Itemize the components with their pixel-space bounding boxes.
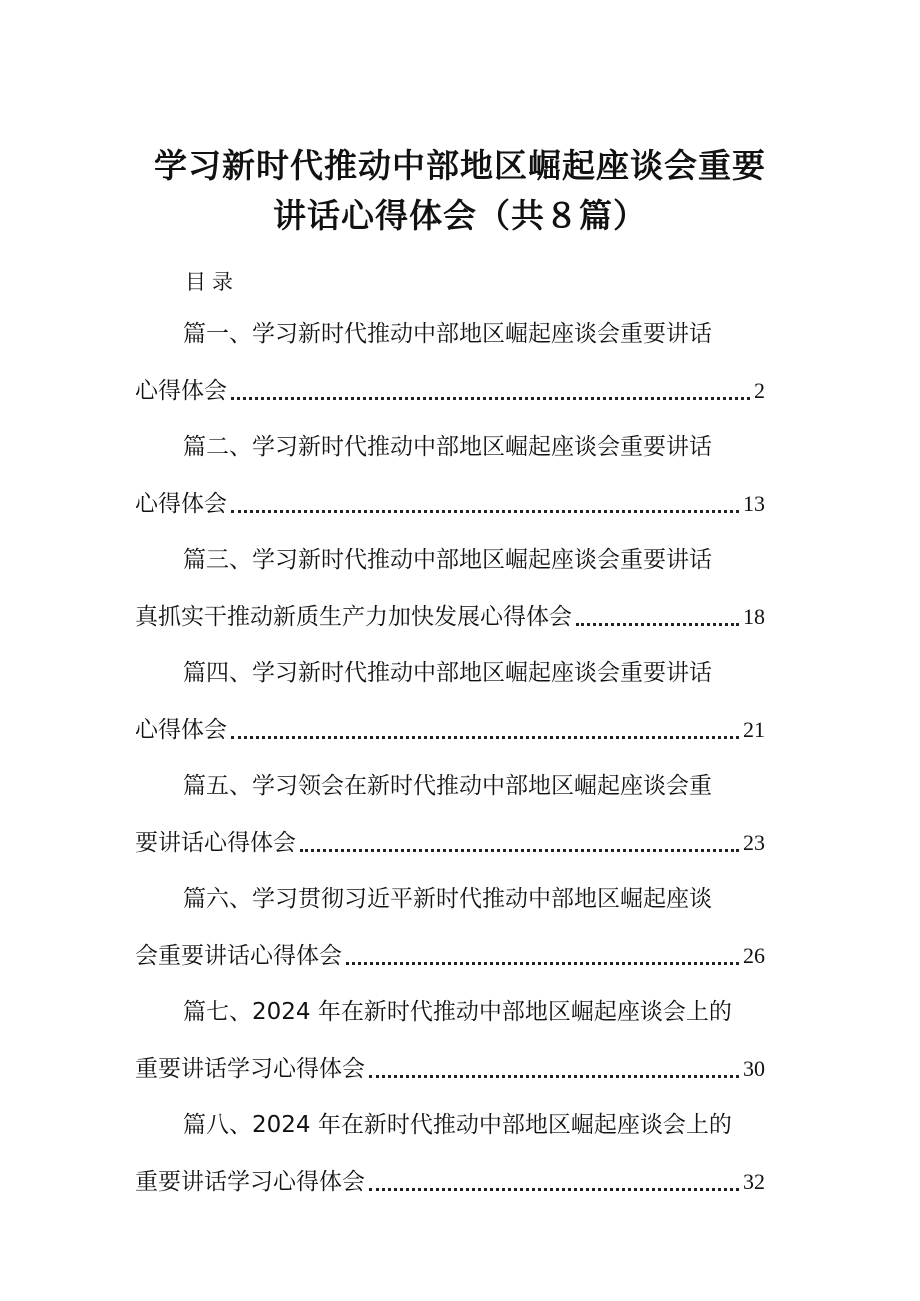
dot-leader xyxy=(300,849,739,852)
toc-entry-page: 23 xyxy=(743,830,765,855)
dot-leader xyxy=(576,623,739,626)
toc-entry-title: 篇五、学习领会在新时代推动中部地区崛起座谈会重 xyxy=(183,773,712,799)
document-title-line-2: 讲话心得体会（共８篇） xyxy=(273,196,647,235)
toc-entry-subtitle: 要讲话心得体会 xyxy=(135,830,296,856)
toc-entry-page: 26 xyxy=(743,943,765,968)
toc-entry-page: 2 xyxy=(754,378,765,403)
toc-entry-subtitle: 心得体会 xyxy=(135,717,227,743)
document-title-line-1: 学习新时代推动中部地区崛起座谈会重要 xyxy=(154,146,766,185)
toc-entry-page: 32 xyxy=(743,1169,765,1194)
toc-entry-title: 篇六、学习贯彻习近平新时代推动中部地区崛起座谈 xyxy=(183,886,712,912)
toc-entry-subtitle: 会重要讲话心得体会 xyxy=(135,943,342,969)
dot-leader xyxy=(346,962,739,965)
toc-entry-subtitle: 重要讲话学习心得体会 xyxy=(135,1169,365,1195)
toc-entry-page: 13 xyxy=(743,491,765,516)
toc-heading: 目录 xyxy=(185,270,239,294)
toc-entry-title: 篇一、学习新时代推动中部地区崛起座谈会重要讲话 xyxy=(183,321,712,347)
toc-entry-subtitle: 心得体会 xyxy=(135,378,227,404)
toc-entry-title: 篇二、学习新时代推动中部地区崛起座谈会重要讲话 xyxy=(183,434,712,460)
toc-entry-row xyxy=(135,828,765,858)
toc-entry-subtitle: 心得体会 xyxy=(135,491,227,517)
dot-leader xyxy=(231,736,739,739)
toc-entry-page: 21 xyxy=(743,717,765,742)
toc-entry-row xyxy=(135,941,765,971)
dot-leader xyxy=(369,1188,739,1191)
toc-entry-row xyxy=(135,1054,765,1084)
toc-entry-subtitle: 重要讲话学习心得体会 xyxy=(135,1056,365,1082)
toc-entry-title: 篇三、学习新时代推动中部地区崛起座谈会重要讲话 xyxy=(183,547,712,573)
toc-entry-row xyxy=(135,376,765,406)
toc-entry-row xyxy=(135,602,765,632)
toc-entry-row xyxy=(135,1167,765,1197)
dot-leader xyxy=(231,397,750,400)
toc-entry-page: 30 xyxy=(743,1056,765,1081)
dot-leader xyxy=(231,510,739,513)
toc-entry-row xyxy=(135,489,765,519)
dot-leader xyxy=(369,1075,739,1078)
toc-entry-page: 18 xyxy=(743,604,765,629)
toc-entry-title: 篇四、学习新时代推动中部地区崛起座谈会重要讲话 xyxy=(183,660,712,686)
toc-entry-row xyxy=(135,715,765,745)
toc-entry-title: 篇八、2024 年在新时代推动中部地区崛起座谈会上的 xyxy=(183,1112,732,1138)
toc-entry-title: 篇七、2024 年在新时代推动中部地区崛起座谈会上的 xyxy=(183,999,732,1025)
toc-entry-subtitle: 真抓实干推动新质生产力加快发展心得体会 xyxy=(135,604,572,630)
